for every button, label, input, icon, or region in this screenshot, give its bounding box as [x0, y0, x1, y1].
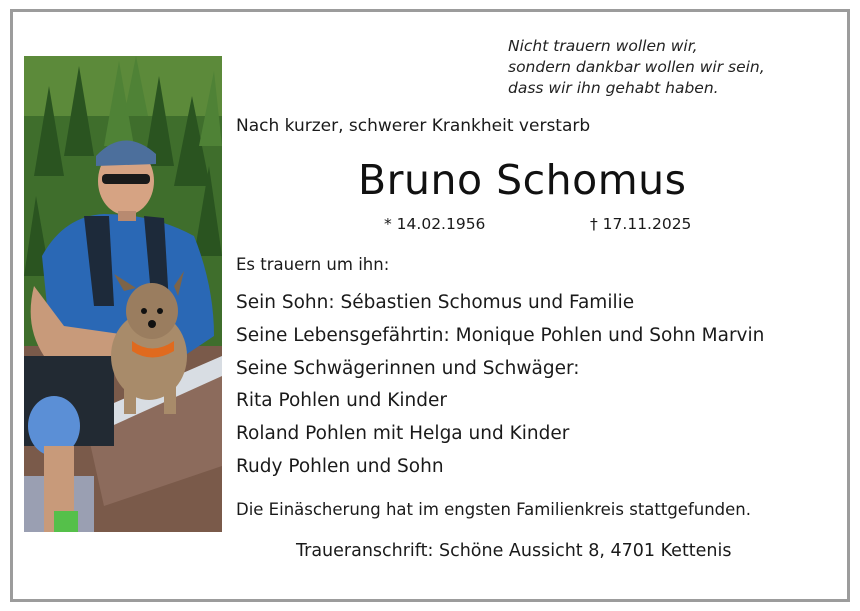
death-date: † 17.11.2025	[590, 215, 692, 233]
mourner-line: Rita Pohlen und Kinder	[236, 390, 447, 412]
deceased-name: Bruno Schomus	[358, 156, 687, 204]
mourners-heading: Es trauern um ihn:	[236, 255, 390, 274]
birth-date: * 14.02.1956	[384, 215, 486, 233]
mourner-line: Seine Schwägerinnen und Schwäger:	[236, 357, 580, 379]
quote-line: sondern dankbar wollen wir sein,	[508, 58, 765, 76]
mourning-address: Traueranschrift: Schöne Aussicht 8, 4701 Kettenis	[296, 541, 732, 561]
mourners-list	[236, 287, 764, 484]
quote-line: dass wir ihn gehabt haben.	[508, 79, 719, 97]
portrait-photo	[24, 56, 222, 532]
mourner-line: Rudy Pohlen und Sohn	[236, 455, 444, 477]
mourner-line: Seine Lebensgefährtin: Monique Pohlen und Sohn Marvin	[236, 324, 765, 346]
cremation-note: Die Einäscherung hat im engsten Familienkreis stattgefunden.	[236, 500, 752, 519]
intro-text: Nach kurzer, schwerer Krankheit verstarb	[236, 116, 591, 136]
memorial-quote	[508, 36, 838, 99]
mourner-line: Sein Sohn: Sébastien Schomus und Familie	[236, 292, 635, 313]
mourner-line: Roland Pohlen mit Helga und Kinder	[236, 423, 570, 445]
quote-line: Nicht trauern wollen wir,	[508, 37, 698, 55]
